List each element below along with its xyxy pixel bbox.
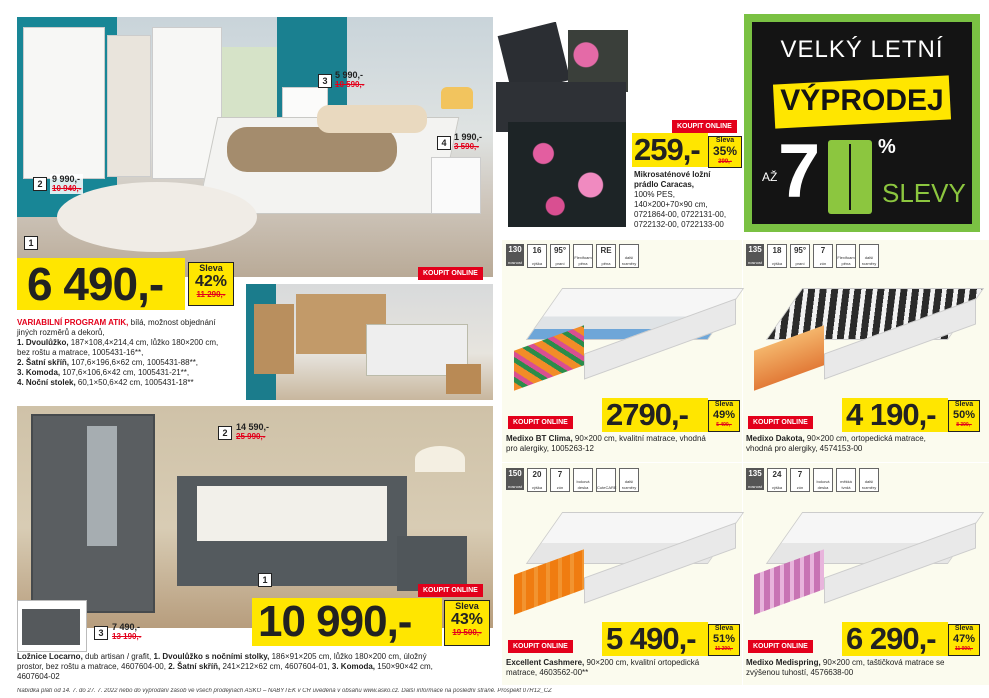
atik-section	[0, 0, 494, 400]
mattress-name: Medixo Medispring,	[746, 658, 821, 667]
spec-icon-value: 7	[557, 470, 563, 479]
spec-icon-label: zón	[796, 485, 804, 490]
spec-icon-value: 24	[772, 470, 782, 479]
atik-sleva-badge	[188, 262, 234, 306]
locarno-item-3-price: 7 490,-	[112, 622, 141, 632]
locarno-t2c: 241×212×62 cm, 4607604-01,	[220, 662, 332, 671]
spec-icon-label: nosnost	[747, 260, 762, 265]
spec-icon-value: 7	[820, 246, 826, 255]
caracas-sleva-old: 399,-	[718, 159, 732, 165]
spec-icon	[859, 244, 879, 268]
locarno-description	[17, 652, 491, 682]
atik-line1: 187×108,4×214,4 cm, lůžko 180×200 cm,	[68, 338, 219, 347]
caracas-l3: 0721864-00, 0722131-00,	[634, 210, 727, 219]
spec-icon-label: CuteCARE	[597, 485, 617, 490]
spec-icon-value: 135	[748, 245, 762, 254]
atik-line1-bold: 1. Dvoulůžko,	[17, 338, 69, 347]
locarno-item-2-number: 2	[218, 426, 232, 440]
spec-icon	[790, 468, 810, 492]
spec-icon-label: boková deska	[576, 479, 590, 490]
spec-icon	[506, 244, 524, 266]
spec-icon	[813, 244, 833, 268]
caracas-sleva-label: Sleva	[715, 137, 735, 144]
mattress-price: 2790,-	[606, 397, 688, 432]
spec-icon	[859, 468, 879, 492]
locarno-item-3-old-price: 13 190,-	[112, 632, 142, 641]
spec-icon-value: RE	[600, 246, 612, 255]
spec-icon-label: výška	[771, 261, 783, 266]
locarno-t2e: 150×90×42 cm,	[375, 662, 433, 671]
mattress-sleva-pct: 49%	[712, 409, 736, 421]
atik-sleva-old: 11 290,-	[196, 290, 226, 299]
spec-icon-label: další rozměry	[621, 479, 637, 490]
locarno-sleva-pct: 43%	[450, 611, 484, 628]
spec-icon	[619, 244, 639, 268]
mattress-price: 4 190,-	[846, 397, 936, 432]
spec-icon	[767, 244, 787, 268]
mattress-sleva-old: 11 290,-	[714, 646, 734, 652]
mattress-d2: vhodná pro alergiky, 4574153-00	[746, 444, 863, 453]
mattress-description	[746, 434, 980, 454]
spec-icon	[767, 468, 787, 492]
spec-icon-label: další rozměry	[861, 255, 877, 266]
spec-icon	[573, 244, 593, 268]
spec-icon-label: zón	[556, 485, 564, 490]
spec-icon-label: výška	[531, 261, 543, 266]
spec-icons	[506, 244, 639, 268]
mattress-image	[754, 288, 964, 384]
spec-icon-value: 95°	[793, 246, 807, 255]
mattress-description	[506, 434, 740, 454]
atik-item-4-number: 4	[437, 136, 451, 150]
caracas-l4: 0722132-00, 0722133-00	[634, 220, 724, 229]
spec-icon-label: pěna	[601, 261, 611, 266]
mattress-image	[514, 288, 724, 384]
atik-item-3-price: 5 990,-	[335, 70, 364, 80]
spec-icon	[836, 468, 856, 492]
locarno-t1d: 186×91×205 cm, lůžko 180×200 cm, úložný	[269, 652, 427, 661]
mattress-d2: matrace, 4603562-00**	[506, 668, 589, 677]
caracas-section	[494, 0, 744, 240]
locarno-dresser-photo	[17, 600, 87, 652]
locarno-sleva-badge	[444, 600, 490, 646]
atik-line0: jiných rozměrů a dekorů,	[17, 328, 105, 337]
spec-icon-value: 130	[508, 245, 522, 254]
mattress-sleva-label: Sleva	[714, 625, 734, 632]
caracas-koupit-online-button[interactable]: KOUPIT ONLINE	[672, 120, 737, 133]
locarno-t2: prostor, bez roštu a matrace, 4607604-00,	[17, 662, 169, 671]
mattress-sleva-label: Sleva	[714, 401, 734, 408]
atik-price: 6 490,-	[27, 258, 164, 310]
spec-icon	[746, 244, 764, 266]
spec-icons	[746, 244, 879, 268]
spec-icons	[506, 468, 639, 492]
locarno-koupit-online-button[interactable]: KOUPIT ONLINE	[418, 584, 483, 597]
spec-icon-label: nosnost	[747, 484, 762, 489]
mattress-d1: 90×200 cm, taštičková matrace se	[820, 658, 945, 667]
spec-icon-label: výška	[531, 485, 543, 490]
spec-icon	[596, 244, 616, 268]
locarno-sleva-label: Sleva	[455, 601, 479, 611]
spec-icon-label: praní	[795, 261, 805, 266]
spec-icon-label: boková deska	[816, 479, 830, 490]
atik-line2: bez roštu a matrace, 1005431-16**,	[17, 348, 144, 357]
mattress-description	[506, 658, 740, 678]
atik-item-1-number: 1	[24, 236, 38, 250]
spec-icon-label: výška	[771, 485, 783, 490]
caracas-title2: prádlo Caracas,	[634, 180, 695, 189]
locarno-t1: dub artisan / grafit,	[82, 652, 154, 661]
locarno-t1-bold: Ložnice Locarno,	[17, 652, 83, 661]
spec-icon-value: 16	[532, 246, 542, 255]
locarno-t3: 4607604-02	[17, 672, 60, 681]
atik-title: VARIABILNÍ PROGRAM ATIK,	[17, 318, 129, 327]
locarno-t1c: 1. Dvoulůžko s nočními stolky,	[153, 652, 270, 661]
spec-icon-value: 150	[508, 469, 522, 478]
spec-icon-value: 18	[772, 246, 782, 255]
atik-bedroom-photo	[17, 17, 493, 277]
mattress-card-cashmere	[506, 468, 740, 682]
caracas-bedding-photo	[496, 22, 632, 232]
spec-icon	[550, 244, 570, 268]
promo-pct: %	[878, 136, 896, 158]
atik-line4-bold: 3. Komoda,	[17, 368, 61, 377]
mattress-sleva-old: 8 390,-	[956, 422, 972, 428]
atik-oak-room-photo	[246, 284, 493, 400]
atik-item-2-price: 9 990,-	[52, 174, 81, 184]
atik-description	[17, 318, 247, 388]
mattress-d1: 90×200 cm, ortopedická matrace,	[804, 434, 926, 443]
mattress-price: 6 290,-	[846, 621, 936, 656]
caracas-l2: 140×200+70×90 cm,	[634, 200, 708, 209]
locarno-item-2-old-price: 25 990,-	[236, 432, 266, 441]
promo-seven: 7	[778, 129, 821, 214]
mattress-sleva-old: 5 490,-	[716, 422, 732, 428]
spec-icon	[527, 244, 547, 268]
atik-item-4-old-price: 3 590,-	[454, 142, 479, 151]
locarno-item-1-number: 1	[258, 573, 272, 587]
locarno-t2d: 3. Komoda,	[331, 662, 376, 671]
promo-line2: VÝPRODEJ	[780, 84, 944, 117]
koupit-online-button[interactable]: KOUPIT ONLINE	[508, 640, 573, 653]
atik-koupit-online-button[interactable]: KOUPIT ONLINE	[418, 267, 483, 280]
spec-icon	[813, 468, 833, 492]
locarno-price: 10 990,-	[258, 597, 412, 646]
spec-icon-label: Flexifoam pěna	[574, 255, 592, 266]
mattress-d1: 90×200 cm, kvalitní matrace, vhodná	[572, 434, 706, 443]
locarno-t2b: 2. Šatní skříň,	[168, 662, 221, 671]
mattress-description	[746, 658, 980, 678]
caracas-sleva-pct: 35%	[712, 144, 738, 158]
mattress-name: Medixo BT Clima,	[506, 434, 573, 443]
atik-item-4-price: 1 990,-	[454, 132, 483, 142]
spec-icon	[790, 244, 810, 268]
locarno-item-2-price: 14 590,-	[236, 422, 270, 432]
mattress-d1: 90×200 cm, kvalitní ortopedická	[584, 658, 700, 667]
promo-wardrobe-icon	[828, 140, 872, 214]
locarno-sleva-old: 19 500,-	[452, 628, 482, 637]
spec-icon-value: 95°	[553, 246, 567, 255]
mattress-name: Excellent Cashmere,	[506, 658, 585, 667]
mattress-sleva-badge	[708, 624, 740, 656]
mattress-sleva-pct: 50%	[952, 409, 976, 421]
spec-icon-label: nosnost	[507, 260, 522, 265]
atik-line3-bold: 2. Šatní skříň,	[17, 358, 70, 367]
atik-sleva-label: Sleva	[199, 263, 223, 273]
caracas-title1: Mikrosaténové ložní	[634, 170, 711, 179]
spec-icon	[550, 468, 570, 492]
spec-icon	[527, 468, 547, 492]
mattress-card-bt-clima	[506, 244, 740, 458]
promo-az: AŽ	[762, 170, 778, 184]
spec-icon	[619, 468, 639, 492]
caracas-price: 259,-	[634, 132, 700, 167]
atik-title-rest: bílá, možnost objednání	[128, 318, 216, 327]
spec-icons	[746, 468, 879, 492]
caracas-l1: 100% PES,	[634, 190, 675, 199]
mattress-d2: zvýšenou tuhostí, 4576638-00	[746, 668, 854, 677]
spec-icon-label: praní	[555, 261, 565, 266]
atik-item-2-old-price: 10 940,-	[52, 184, 82, 193]
spec-icon	[573, 468, 593, 492]
atik-line3: 107,6×196,6×62 cm, 1005431-88**,	[69, 358, 199, 367]
spec-icon	[836, 244, 856, 268]
locarno-section	[0, 400, 494, 698]
spec-icon-label: měkká tvrdá	[840, 479, 852, 490]
mattress-sleva-label: Sleva	[954, 401, 974, 408]
mattress-image	[514, 512, 724, 608]
spec-icon	[596, 468, 616, 492]
mattress-sleva-badge	[708, 400, 740, 432]
footer-note: Nabídka platí od 14. 7. do 27. 7. 2022 nebo do vyprodání zásob ve všech prodejnách ASKO – NÁBYTEK v ČR uvedená v obsahu www.asko.cz. Další informace na poslední straně. Prospekt 07R12_CZ	[17, 688, 552, 694]
locarno-item-3-number: 3	[94, 626, 108, 640]
mattress-sleva-label: Sleva	[954, 625, 974, 632]
spec-icon-label: zón	[819, 261, 827, 266]
atik-line5-bold: 4. Noční stolek,	[17, 378, 76, 387]
atik-item-2-number: 2	[33, 177, 47, 191]
spec-icon	[746, 468, 764, 490]
caracas-sleva-badge	[708, 136, 742, 168]
spec-icon-label: nosnost	[507, 484, 522, 489]
koupit-online-button[interactable]: KOUPIT ONLINE	[748, 640, 813, 653]
spec-icon-value: 20	[532, 470, 542, 479]
atik-sleva-pct: 42%	[194, 273, 228, 290]
spec-icon-label: Flexifoam pěna	[837, 255, 855, 266]
atik-line4: 107,6×106,6×42 cm, 1005431-21**,	[60, 368, 190, 377]
caracas-description	[634, 170, 744, 230]
mattress-card-dakota	[746, 244, 980, 458]
mattress-sleva-badge	[948, 400, 980, 432]
spec-icon-value: 7	[797, 470, 803, 479]
mattress-sleva-old: 11 990,-	[954, 646, 974, 652]
spec-icon-label: další rozměry	[621, 255, 637, 266]
mattress-name: Medixo Dakota,	[746, 434, 805, 443]
mattress-sleva-pct: 51%	[712, 633, 736, 645]
promo-line1: VELKÝ LETNÍ	[780, 36, 944, 63]
spec-icon	[506, 468, 524, 490]
koupit-online-button[interactable]: KOUPIT ONLINE	[748, 416, 813, 429]
mattress-image	[754, 512, 964, 608]
promo-banner	[744, 14, 980, 232]
mattress-d2: pro alergiky, 1005263-12	[506, 444, 594, 453]
atik-line5: 60,1×50,6×42 cm, 1005431-18**	[75, 378, 194, 387]
spec-icon-label: další rozměry	[861, 479, 877, 490]
atik-item-3-old-price: 10 590,-	[335, 80, 365, 89]
mattress-sleva-pct: 47%	[952, 633, 976, 645]
mattress-price: 5 490,-	[606, 621, 696, 656]
koupit-online-button[interactable]: KOUPIT ONLINE	[508, 416, 573, 429]
atik-item-3-number: 3	[318, 74, 332, 88]
mattress-card-medispring	[746, 468, 980, 682]
mattress-sleva-badge	[948, 624, 980, 656]
promo-slevy: SLEVY	[882, 178, 966, 208]
spec-icon-value: 135	[748, 469, 762, 478]
